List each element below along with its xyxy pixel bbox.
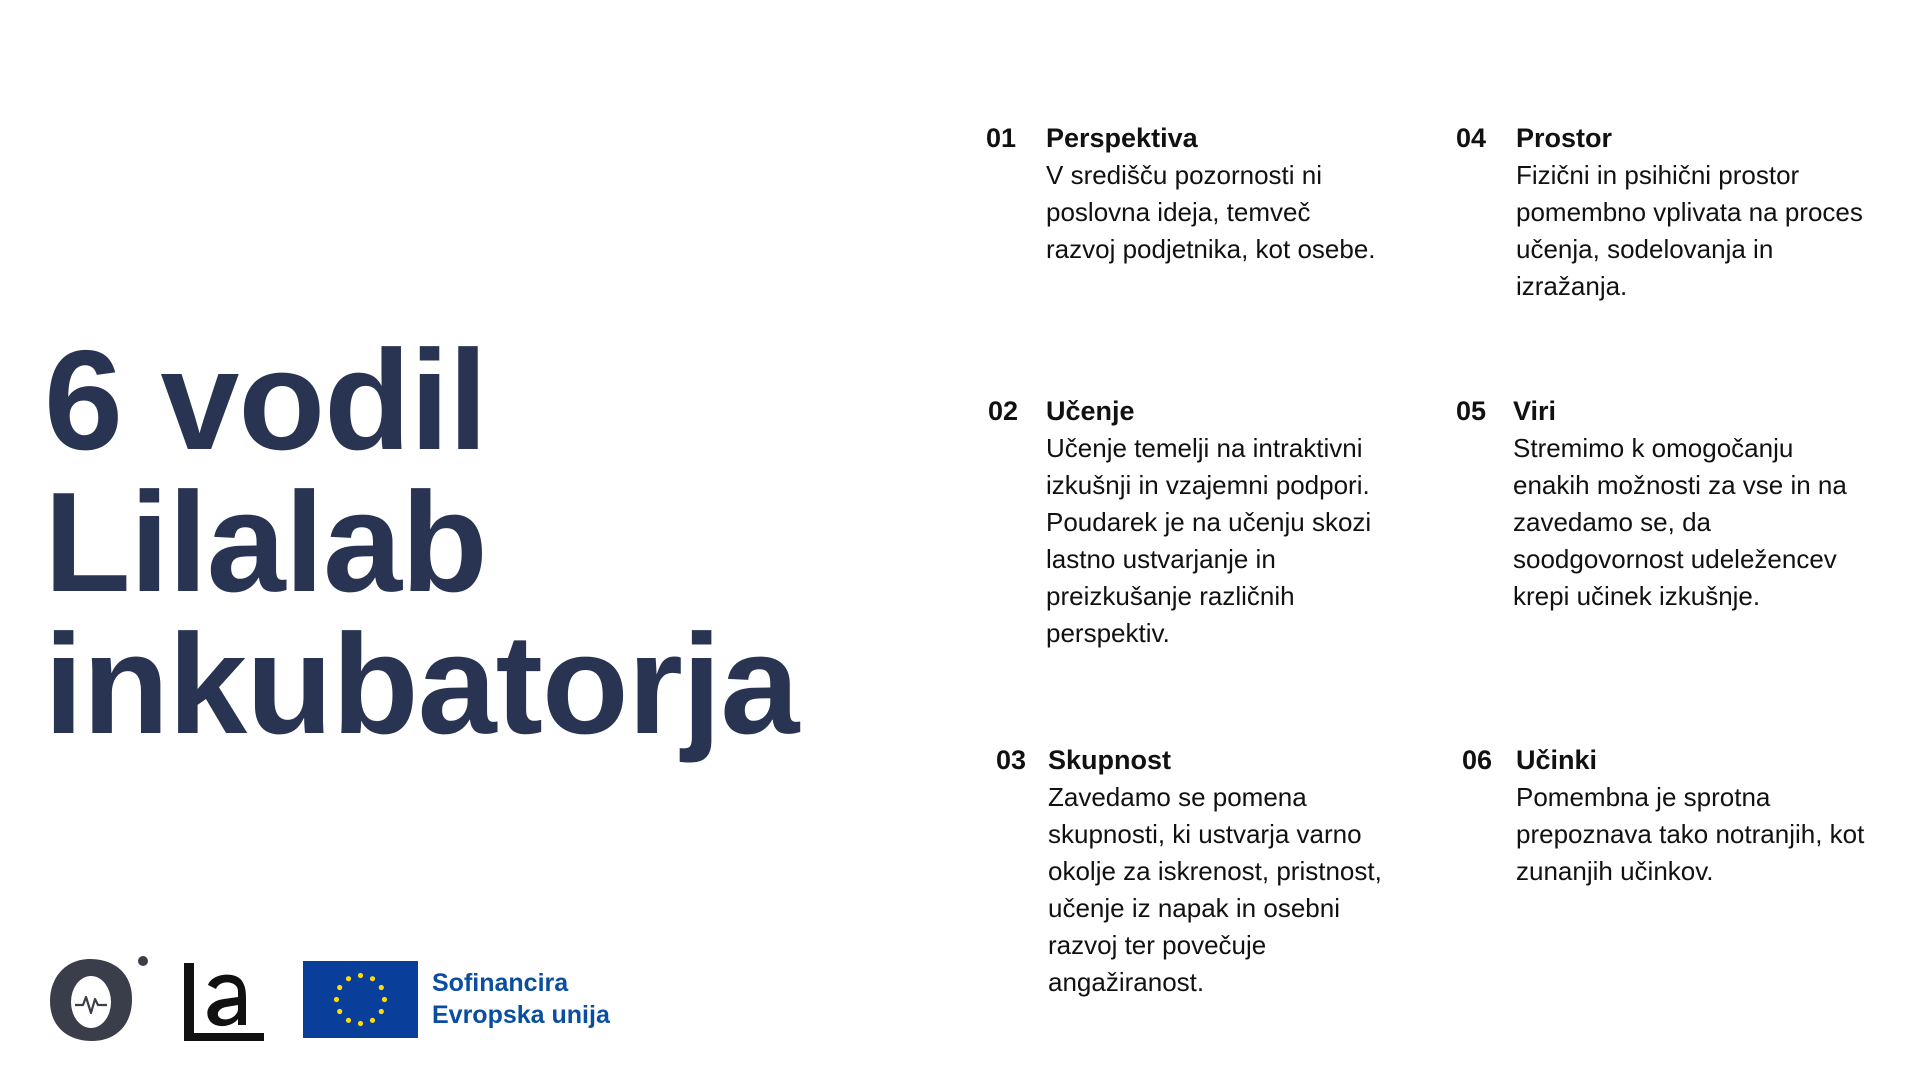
eu-cofunding-label bbox=[432, 967, 610, 1031]
principle-text: Zavedamo se pomena skupnosti, ki ustvarja varno okolje za iskrenost, pristnost, učenje iz napak in osebni razvoj ter povečuje angažiranost. bbox=[1048, 782, 1382, 997]
principle-text: Pomembna je sprotna prepoznava tako notranjih, kot zunanjih učinkov. bbox=[1516, 782, 1865, 886]
eu-label-line-2: Evropska unija bbox=[432, 1001, 610, 1029]
principle-heading: Učinki bbox=[1516, 745, 1598, 775]
principle-text: V središču pozornosti ni poslovna ideja, temveč razvoj podjetnika, kot osebe. bbox=[1046, 160, 1376, 264]
principle-number: 02 bbox=[988, 396, 1019, 426]
principle-text: Stremimo k omogočanju enakih možnosti za vse in na zavedamo se, da soodgovornost udeležencev krepi učinek izkušnje. bbox=[1513, 433, 1847, 611]
principle-number: 05 bbox=[1456, 396, 1487, 426]
eu-label-line-1: Sofinancira bbox=[432, 969, 569, 997]
egg-heartbeat-icon bbox=[48, 955, 148, 1045]
title-line-2: Lilalab bbox=[44, 463, 487, 622]
eu-flag-icon bbox=[303, 961, 418, 1038]
principle-text: Fizični in psihični prostor pomembno vplivata na proces učenja, sodelovanja in izražanja. bbox=[1516, 160, 1863, 301]
principle-number: 03 bbox=[996, 745, 1027, 775]
page-title bbox=[44, 321, 799, 764]
partner-logos bbox=[48, 955, 648, 1045]
principle-heading: Skupnost bbox=[1048, 745, 1172, 775]
title-line-1: 6 vodil bbox=[44, 321, 487, 480]
principle-number: 04 bbox=[1456, 123, 1487, 153]
la-letters-icon bbox=[180, 963, 280, 1045]
principle-text: Učenje temelji na intraktivni izkušnji in vzajemni podpori. Poudarek je na učenju skozi lastno ustvarjanje in preizkušanje različnih perspektiv. bbox=[1046, 433, 1372, 648]
principle-number: 06 bbox=[1462, 745, 1493, 775]
principle-number: 01 bbox=[986, 123, 1017, 153]
principle-heading: Prostor bbox=[1516, 123, 1613, 153]
principle-heading: Viri bbox=[1513, 396, 1557, 426]
principle-heading: Učenje bbox=[1046, 396, 1135, 426]
principle-heading: Perspektiva bbox=[1046, 123, 1198, 153]
title-line-3: inkubatorja bbox=[44, 605, 799, 764]
